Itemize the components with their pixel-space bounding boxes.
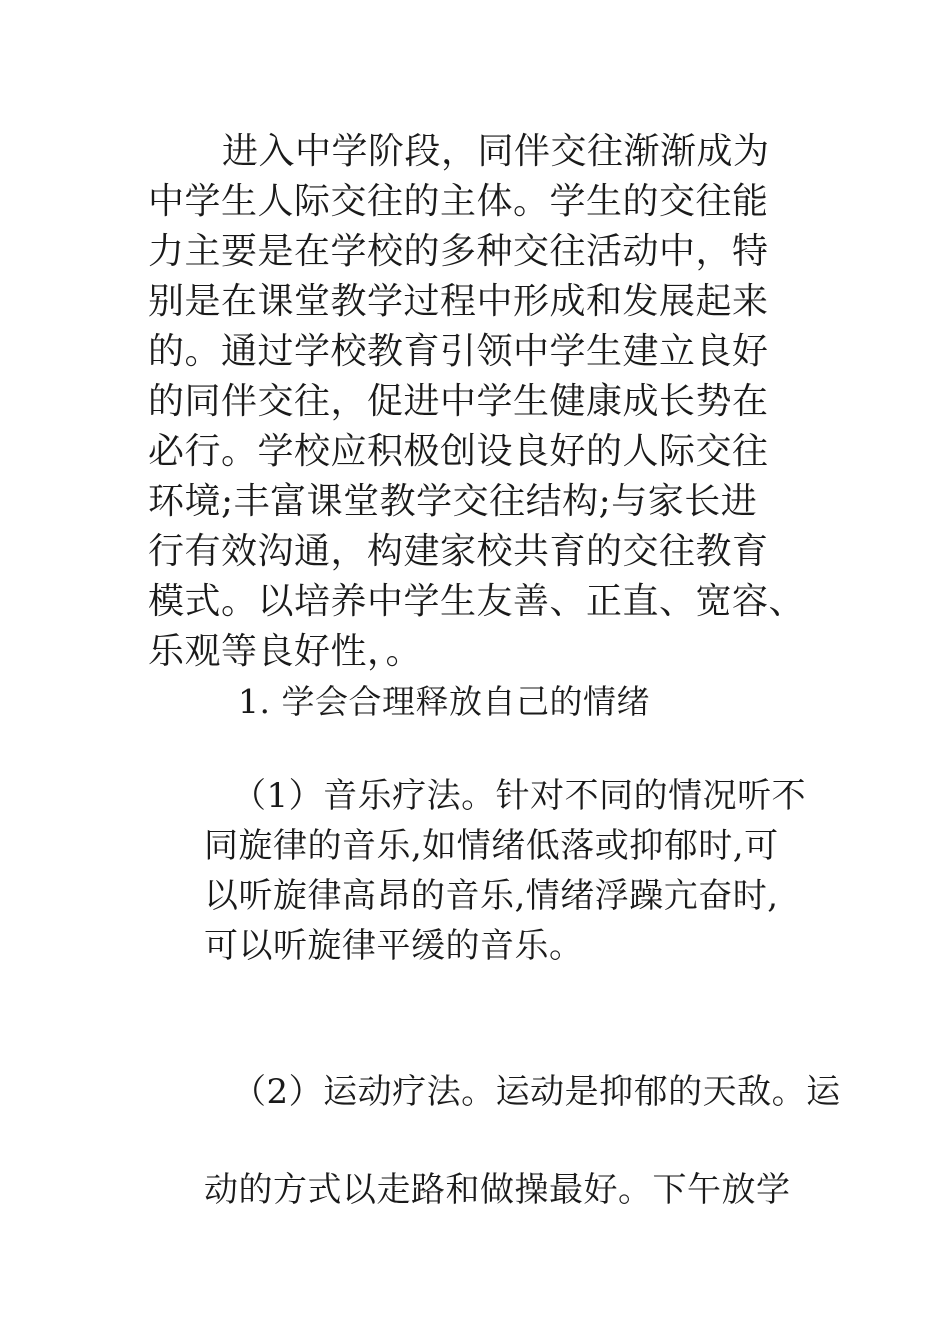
- text-line: （1）音乐疗法。针对不同的情况听不: [232, 776, 807, 816]
- text-line: 同旋律的音乐,如情绪低落或抑郁时,可: [204, 826, 779, 866]
- text-line: 进入中学阶段，同伴交往渐渐成为: [222, 131, 770, 172]
- text-line: 行有效沟通，构建家校共育的交往教育: [148, 531, 769, 572]
- text-line: 的。通过学校教育引领中学生建立良好: [148, 331, 769, 372]
- text-line: 模式。以培养中学生友善、正直、宽容、: [148, 581, 806, 622]
- section-heading: 1. 学会合理释放自己的情绪: [238, 682, 650, 721]
- text-line: 以听旋律高昂的音乐,情绪浮躁亢奋时,: [204, 876, 779, 916]
- text-line: 的同伴交往，促进中学生健康成长势在: [148, 381, 769, 422]
- text-line: 力主要是在学校的多种交往活动中，特: [148, 231, 769, 272]
- text-line: 中学生人际交往的主体。学生的交往能: [148, 181, 769, 222]
- text-line: 必行。学校应积极创设良好的人际交往: [148, 431, 769, 472]
- text-line: 动的方式以走路和做操最好。下午放学: [204, 1170, 791, 1210]
- text-line: 别是在课堂教学过程中形成和发展起来: [148, 281, 769, 322]
- text-line: 可以听旋律平缓的音乐。: [204, 926, 584, 966]
- text-line: 乐观等良好性，。: [148, 631, 423, 672]
- text-line: （2）运动疗法。运动是抑郁的天敌。运: [232, 1072, 841, 1112]
- text-line: 环境;丰富课堂教学交往结构;与家长进: [148, 481, 758, 522]
